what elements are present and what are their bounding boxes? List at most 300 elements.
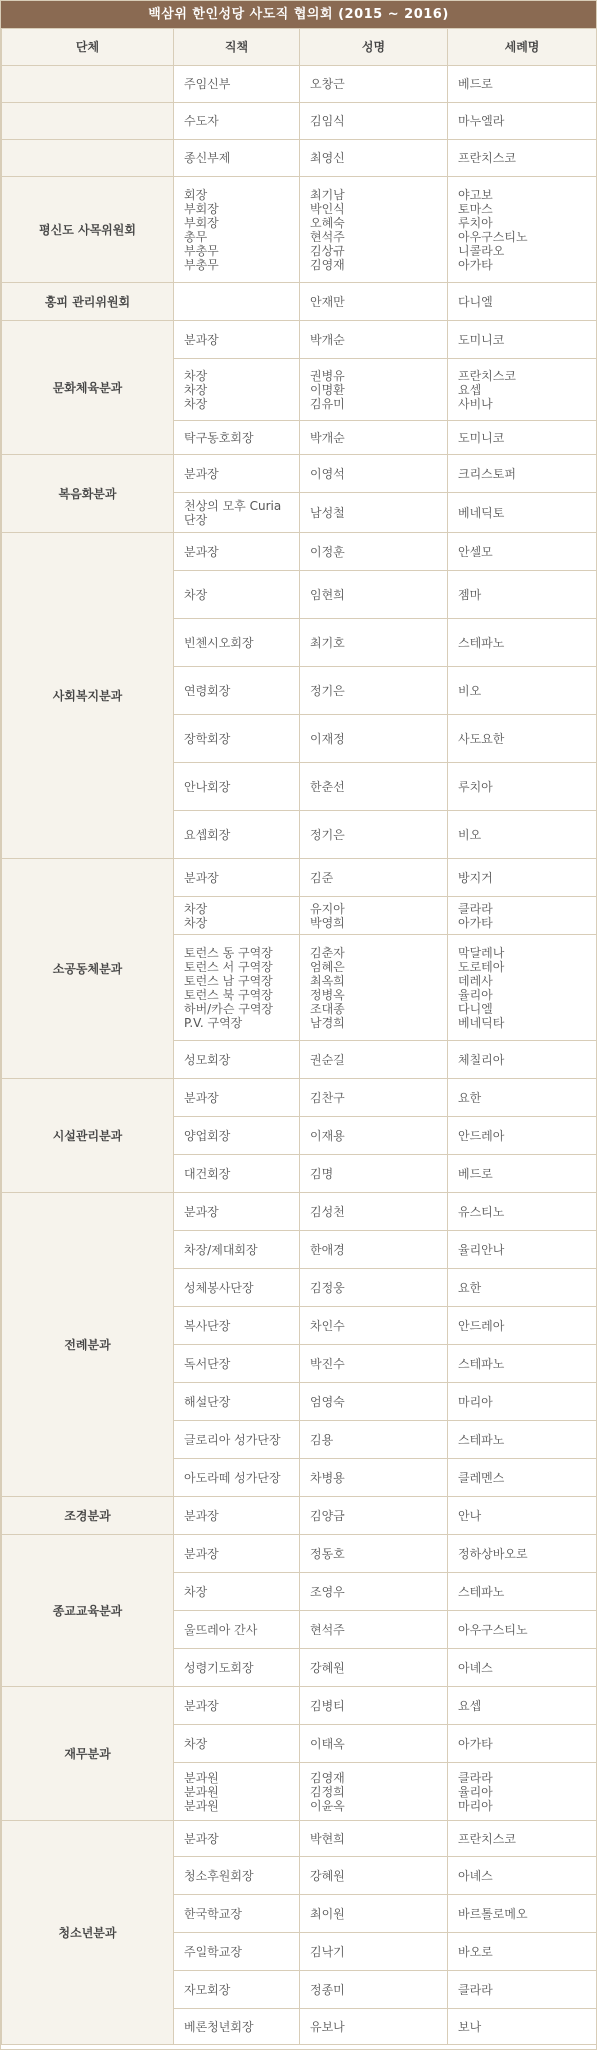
position-cell bbox=[174, 321, 300, 359]
position-cell bbox=[174, 1459, 300, 1497]
baptismal-name-line: 루치아 bbox=[458, 215, 493, 230]
position-cell bbox=[174, 1687, 300, 1725]
position-line: 부회장 bbox=[184, 201, 219, 216]
member-name-cell bbox=[300, 763, 448, 811]
position-line: 차장 bbox=[184, 382, 208, 397]
position-cell bbox=[174, 1933, 300, 1971]
position-line: 천상의 모후 Curia bbox=[184, 498, 282, 513]
baptismal-name-line: 클라라 bbox=[458, 1770, 493, 1785]
position-cell bbox=[174, 1725, 300, 1763]
position-line: 분과장 bbox=[184, 1508, 219, 1523]
baptismal-name-line: 아가타 bbox=[458, 1736, 493, 1751]
member-name-line: 김양금 bbox=[310, 1508, 345, 1523]
member-name-line: 김성천 bbox=[310, 1204, 345, 1219]
group-name-cell: 종교교육분과 bbox=[2, 1535, 174, 1687]
member-name-line: 김영재 bbox=[310, 1770, 345, 1785]
member-name-line: 유지아 bbox=[310, 901, 345, 916]
position-line: 장학회장 bbox=[184, 731, 231, 746]
member-name-cell bbox=[300, 1895, 448, 1933]
member-name-cell bbox=[300, 1535, 448, 1573]
position-line: 분과원 bbox=[184, 1784, 219, 1799]
member-name-cell bbox=[300, 619, 448, 667]
member-name-line: 김낙기 bbox=[310, 1944, 345, 1959]
member-name-line: 남성철 bbox=[310, 505, 345, 520]
position-line: 부회장 bbox=[184, 215, 219, 230]
group-name-cell: 복음화분과 bbox=[2, 455, 174, 533]
header-group: 단체 bbox=[2, 29, 174, 66]
member-name-line: 김준 bbox=[310, 870, 334, 885]
position-line: 복사단장 bbox=[184, 1318, 231, 1333]
position-line: 분과장 bbox=[184, 1204, 219, 1219]
position-line: 단장 bbox=[184, 512, 208, 527]
member-name-cell bbox=[300, 667, 448, 715]
position-line: 분과장 bbox=[184, 544, 219, 559]
position-cell bbox=[174, 1041, 300, 1079]
group-name-cell bbox=[2, 103, 174, 140]
table-row bbox=[2, 859, 597, 897]
member-name-cell bbox=[300, 455, 448, 493]
position-cell bbox=[174, 421, 300, 455]
member-name-cell bbox=[300, 859, 448, 897]
table-row bbox=[2, 103, 597, 140]
member-name-line: 최영신 bbox=[310, 151, 345, 165]
table-row bbox=[2, 1535, 597, 1573]
position-line: 울뜨레아 간사 bbox=[184, 1622, 258, 1637]
member-name-line: 박현희 bbox=[310, 1831, 345, 1846]
baptismal-name-cell bbox=[448, 1193, 597, 1231]
baptismal-name-line: 스테파노 bbox=[458, 635, 505, 650]
header-name: 성명 bbox=[300, 29, 448, 66]
position-line: 총무 bbox=[184, 229, 208, 244]
member-name-line: 이윤옥 bbox=[310, 1798, 345, 1813]
member-name-cell bbox=[300, 1307, 448, 1345]
group-name-cell: 소공동체분과 bbox=[2, 859, 174, 1079]
position-cell bbox=[174, 619, 300, 667]
baptismal-name-cell bbox=[448, 667, 597, 715]
position-line: 글로리아 성가단장 bbox=[184, 1432, 281, 1447]
member-name-cell bbox=[300, 1933, 448, 1971]
position-cell bbox=[174, 897, 300, 935]
baptismal-name-cell bbox=[448, 1421, 597, 1459]
baptismal-name-line: 아녜스 bbox=[458, 1868, 493, 1883]
baptismal-name-line: 스테파노 bbox=[458, 1356, 505, 1371]
member-name-line: 박개순 bbox=[310, 430, 345, 445]
baptismal-name-cell bbox=[448, 1763, 597, 1821]
position-line: 베론청년회장 bbox=[184, 2019, 254, 2034]
member-name-cell bbox=[300, 1971, 448, 2009]
position-cell bbox=[174, 1155, 300, 1193]
position-cell bbox=[174, 1269, 300, 1307]
baptismal-name-line: 마리아 bbox=[458, 1798, 493, 1813]
baptismal-name-cell bbox=[448, 897, 597, 935]
baptismal-name-line: 도미니코 bbox=[458, 430, 505, 445]
baptismal-name-line: 스테파노 bbox=[458, 1432, 505, 1447]
position-line: 양업회장 bbox=[184, 1128, 231, 1143]
baptismal-name-cell bbox=[448, 283, 597, 321]
baptismal-name-line: 베드로 bbox=[458, 77, 493, 91]
position-line: 수도자 bbox=[184, 114, 219, 128]
member-name-cell bbox=[300, 935, 448, 1041]
position-cell bbox=[174, 667, 300, 715]
position-cell bbox=[174, 859, 300, 897]
member-name-cell bbox=[300, 359, 448, 421]
position-line: 분과장 bbox=[184, 870, 219, 885]
baptismal-name-cell bbox=[448, 1497, 597, 1535]
position-cell bbox=[174, 66, 300, 103]
baptismal-name-line: 안드레아 bbox=[458, 1128, 505, 1143]
member-name-line: 차병용 bbox=[310, 1470, 345, 1485]
baptismal-name-line: 베네딕타 bbox=[458, 1015, 505, 1030]
member-name-line: 한춘선 bbox=[310, 779, 345, 794]
member-name-line: 이정훈 bbox=[310, 544, 345, 559]
position-cell bbox=[174, 1079, 300, 1117]
member-name-line: 엄영숙 bbox=[310, 1394, 345, 1409]
member-name-line: 임현희 bbox=[310, 587, 345, 602]
member-name-line: 김유미 bbox=[310, 396, 345, 411]
baptismal-name-line: 율리아 bbox=[458, 987, 493, 1002]
baptismal-name-cell bbox=[448, 2009, 597, 2045]
table-header bbox=[2, 29, 597, 66]
baptismal-name-line: 클라라 bbox=[458, 1982, 493, 1997]
baptismal-name-cell bbox=[448, 140, 597, 177]
member-name-cell bbox=[300, 811, 448, 859]
position-cell bbox=[174, 1649, 300, 1687]
baptismal-name-cell bbox=[448, 493, 597, 533]
baptismal-name-line: 체칠리아 bbox=[458, 1052, 505, 1067]
member-name-line: 정병옥 bbox=[310, 987, 345, 1002]
table-row bbox=[2, 140, 597, 177]
baptismal-name-line: 도미니코 bbox=[458, 332, 505, 347]
member-name-line: 김상규 bbox=[310, 243, 345, 258]
member-name-cell bbox=[300, 1687, 448, 1725]
baptismal-name-cell bbox=[448, 1307, 597, 1345]
member-name-line: 조영우 bbox=[310, 1584, 345, 1599]
position-cell bbox=[174, 1611, 300, 1649]
baptismal-name-line: 요셉 bbox=[458, 1698, 482, 1713]
baptismal-name-cell bbox=[448, 1649, 597, 1687]
member-name-cell bbox=[300, 897, 448, 935]
position-line: 주일학교장 bbox=[184, 1944, 242, 1959]
baptismal-name-cell bbox=[448, 421, 597, 455]
member-name-line: 김정웅 bbox=[310, 1280, 345, 1295]
position-cell bbox=[174, 1971, 300, 2009]
member-name-line: 현석주 bbox=[310, 1622, 345, 1637]
baptismal-name-line: 요한 bbox=[458, 1090, 482, 1105]
position-line: 요셉회장 bbox=[184, 827, 231, 842]
member-name-line: 최옥희 bbox=[310, 973, 345, 988]
baptismal-name-cell bbox=[448, 571, 597, 619]
table-row bbox=[2, 1687, 597, 1725]
member-name-cell bbox=[300, 177, 448, 283]
position-cell bbox=[174, 1231, 300, 1269]
baptismal-name-line: 아녜스 bbox=[458, 1660, 493, 1675]
position-cell bbox=[174, 763, 300, 811]
member-name-line: 차인수 bbox=[310, 1318, 345, 1333]
baptismal-name-cell bbox=[448, 1971, 597, 2009]
position-line: 부총무 bbox=[184, 243, 219, 258]
position-line: 주임신부 bbox=[184, 77, 231, 91]
member-name-line: 엄혜은 bbox=[310, 959, 345, 974]
baptismal-name-cell bbox=[448, 619, 597, 667]
table-row bbox=[2, 1821, 597, 1857]
group-name-cell: 문화체육분과 bbox=[2, 321, 174, 455]
position-cell bbox=[174, 1821, 300, 1857]
group-name-cell: 청소년분과 bbox=[2, 1821, 174, 2045]
position-line: 차장 bbox=[184, 901, 208, 916]
position-line: 분과장 bbox=[184, 466, 219, 481]
group-name-cell: 평신도 사목위원회 bbox=[2, 177, 174, 283]
group-name-cell: 시설관리분과 bbox=[2, 1079, 174, 1193]
baptismal-name-cell bbox=[448, 715, 597, 763]
position-line: 종신부제 bbox=[184, 151, 231, 165]
member-name-cell bbox=[300, 103, 448, 140]
position-line: 분과장 bbox=[184, 332, 219, 347]
position-cell bbox=[174, 455, 300, 493]
baptismal-name-line: 안셀모 bbox=[458, 544, 493, 559]
baptismal-name-cell bbox=[448, 1857, 597, 1895]
member-name-line: 오혜숙 bbox=[310, 215, 345, 230]
position-cell bbox=[174, 1857, 300, 1895]
baptismal-name-cell bbox=[448, 533, 597, 571]
baptismal-name-cell bbox=[448, 1821, 597, 1857]
position-cell bbox=[174, 1307, 300, 1345]
baptismal-name-line: 클레멘스 bbox=[458, 1470, 505, 1485]
position-cell bbox=[174, 359, 300, 421]
table-row bbox=[2, 1079, 597, 1117]
member-name-cell bbox=[300, 2009, 448, 2045]
position-cell bbox=[174, 533, 300, 571]
baptismal-name-line: 율리아 bbox=[458, 1784, 493, 1799]
baptismal-name-cell bbox=[448, 763, 597, 811]
position-line: 토런스 북 구역장 bbox=[184, 987, 273, 1002]
baptismal-name-line: 마리아 bbox=[458, 1394, 493, 1409]
member-name-line: 권순길 bbox=[310, 1052, 345, 1067]
position-line: 차장/제대회장 bbox=[184, 1242, 258, 1257]
baptismal-name-cell bbox=[448, 455, 597, 493]
member-name-cell bbox=[300, 140, 448, 177]
position-cell bbox=[174, 1383, 300, 1421]
position-line: 자모회장 bbox=[184, 1982, 231, 1997]
position-line: 차장 bbox=[184, 368, 208, 383]
member-name-line: 이영석 bbox=[310, 466, 345, 481]
position-line: 성모회장 bbox=[184, 1052, 231, 1067]
baptismal-name-cell bbox=[448, 1041, 597, 1079]
member-name-cell bbox=[300, 321, 448, 359]
baptismal-name-line: 마누엘라 bbox=[458, 114, 505, 128]
baptismal-name-line: 베드로 bbox=[458, 1166, 493, 1181]
position-cell bbox=[174, 1573, 300, 1611]
position-line: 분과장 bbox=[184, 1698, 219, 1713]
member-name-line: 강혜원 bbox=[310, 1660, 345, 1675]
baptismal-name-line: 베네딕토 bbox=[458, 505, 505, 520]
baptismal-name-cell bbox=[448, 66, 597, 103]
member-name-cell bbox=[300, 283, 448, 321]
baptismal-name-line: 바오로 bbox=[458, 1944, 493, 1959]
table-row bbox=[2, 1497, 597, 1535]
member-name-line: 강혜원 bbox=[310, 1868, 345, 1883]
baptismal-name-cell bbox=[448, 1269, 597, 1307]
member-name-line: 정동호 bbox=[310, 1546, 345, 1561]
baptismal-name-cell bbox=[448, 359, 597, 421]
position-line: 분과장 bbox=[184, 1831, 219, 1846]
member-name-line: 정종미 bbox=[310, 1982, 345, 1997]
group-name-cell bbox=[2, 66, 174, 103]
baptismal-name-line: 정하상바오로 bbox=[458, 1546, 528, 1561]
position-line: 아도라떼 성가단장 bbox=[184, 1470, 281, 1485]
member-name-cell bbox=[300, 1231, 448, 1269]
position-cell bbox=[174, 935, 300, 1041]
member-name-line: 박진수 bbox=[310, 1356, 345, 1371]
member-name-cell bbox=[300, 493, 448, 533]
position-cell bbox=[174, 1763, 300, 1821]
member-name-line: 안재만 bbox=[310, 294, 345, 309]
table-row bbox=[2, 1193, 597, 1231]
position-cell bbox=[174, 177, 300, 283]
member-name-line: 김찬구 bbox=[310, 1090, 345, 1105]
baptismal-name-cell bbox=[448, 1611, 597, 1649]
baptismal-name-line: 아가타 bbox=[458, 915, 493, 930]
baptismal-name-cell bbox=[448, 1383, 597, 1421]
baptismal-name-line: 아우구스티노 bbox=[458, 229, 528, 244]
position-line: 차장 bbox=[184, 915, 208, 930]
member-name-line: 이명환 bbox=[310, 382, 345, 397]
position-line: 회장 bbox=[184, 187, 208, 202]
position-cell bbox=[174, 140, 300, 177]
position-line: 성체봉사단장 bbox=[184, 1280, 254, 1295]
member-name-line: 박개순 bbox=[310, 332, 345, 347]
member-name-line: 김정희 bbox=[310, 1784, 345, 1799]
group-name-cell: 조경분과 bbox=[2, 1497, 174, 1535]
baptismal-name-line: 젬마 bbox=[458, 587, 482, 602]
header-baptismal-name: 세례명 bbox=[448, 29, 597, 66]
member-name-cell bbox=[300, 1421, 448, 1459]
position-line: 연령회장 bbox=[184, 683, 231, 698]
table-body bbox=[2, 66, 597, 2045]
position-cell bbox=[174, 715, 300, 763]
member-name-line: 김춘자 bbox=[310, 945, 345, 960]
group-name-cell: 재무분과 bbox=[2, 1687, 174, 1821]
member-name-line: 김명 bbox=[310, 1166, 334, 1181]
group-name-cell bbox=[2, 140, 174, 177]
baptismal-name-line: 요셉 bbox=[458, 382, 482, 397]
position-line: 토런스 남 구역장 bbox=[184, 973, 273, 988]
member-name-line: 최기호 bbox=[310, 635, 345, 650]
baptismal-name-line: 아가타 bbox=[458, 257, 493, 272]
position-cell bbox=[174, 811, 300, 859]
member-name-line: 최기남 bbox=[310, 187, 345, 202]
organization-table bbox=[1, 28, 597, 2045]
position-line: 청소후원회장 bbox=[184, 1868, 254, 1883]
position-line: 분과장 bbox=[184, 1090, 219, 1105]
baptismal-name-cell bbox=[448, 177, 597, 283]
baptismal-name-line: 토마스 bbox=[458, 201, 493, 216]
member-name-cell bbox=[300, 1269, 448, 1307]
baptismal-name-line: 요한 bbox=[458, 1280, 482, 1295]
baptismal-name-line: 바르톨로메오 bbox=[458, 1906, 528, 1921]
baptismal-name-cell bbox=[448, 1573, 597, 1611]
member-name-line: 현석주 bbox=[310, 229, 345, 244]
position-line: 차장 bbox=[184, 396, 208, 411]
position-cell bbox=[174, 2009, 300, 2045]
table-row bbox=[2, 66, 597, 103]
baptismal-name-cell bbox=[448, 103, 597, 140]
position-cell bbox=[174, 283, 300, 321]
baptismal-name-line: 막달레나 bbox=[458, 945, 505, 960]
baptismal-name-cell bbox=[448, 935, 597, 1041]
baptismal-name-line: 유스티노 bbox=[458, 1204, 505, 1219]
member-name-cell bbox=[300, 715, 448, 763]
member-name-cell bbox=[300, 66, 448, 103]
position-cell bbox=[174, 1421, 300, 1459]
position-cell bbox=[174, 1895, 300, 1933]
baptismal-name-cell bbox=[448, 811, 597, 859]
baptismal-name-cell bbox=[448, 1155, 597, 1193]
member-name-line: 이재정 bbox=[310, 731, 345, 746]
baptismal-name-line: 사도요한 bbox=[458, 731, 505, 746]
member-name-cell bbox=[300, 1649, 448, 1687]
member-name-line: 김임식 bbox=[310, 114, 345, 128]
member-name-cell bbox=[300, 1763, 448, 1821]
member-name-cell bbox=[300, 1383, 448, 1421]
member-name-line: 정기은 bbox=[310, 683, 345, 698]
position-line: 성령기도회장 bbox=[184, 1660, 254, 1675]
baptismal-name-line: 다니엘 bbox=[458, 1001, 493, 1016]
baptismal-name-line: 다니엘 bbox=[458, 294, 493, 309]
position-cell bbox=[174, 493, 300, 533]
baptismal-name-cell bbox=[448, 1345, 597, 1383]
position-line: 안나회장 bbox=[184, 779, 231, 794]
member-name-cell bbox=[300, 1611, 448, 1649]
member-name-cell bbox=[300, 1573, 448, 1611]
member-name-cell bbox=[300, 1497, 448, 1535]
baptismal-name-cell bbox=[448, 1725, 597, 1763]
member-name-cell bbox=[300, 1193, 448, 1231]
group-name-cell: 전례분과 bbox=[2, 1193, 174, 1497]
member-name-line: 유보나 bbox=[310, 2019, 345, 2034]
position-line: 토런스 서 구역장 bbox=[184, 959, 273, 974]
member-name-line: 조대종 bbox=[310, 1001, 345, 1016]
member-name-cell bbox=[300, 421, 448, 455]
position-cell bbox=[174, 571, 300, 619]
position-line: 빈첸시오회장 bbox=[184, 635, 254, 650]
member-name-cell bbox=[300, 1821, 448, 1857]
member-name-cell bbox=[300, 1079, 448, 1117]
baptismal-name-line: 도로테아 bbox=[458, 959, 505, 974]
position-line: 대건회장 bbox=[184, 1166, 231, 1181]
baptismal-name-cell bbox=[448, 1687, 597, 1725]
member-name-line: 이태옥 bbox=[310, 1736, 345, 1751]
position-line: 부총무 bbox=[184, 257, 219, 272]
position-line: 독서단장 bbox=[184, 1356, 231, 1371]
baptismal-name-line: 데레사 bbox=[458, 973, 493, 988]
baptismal-name-line: 비오 bbox=[458, 683, 482, 698]
position-line: 분과원 bbox=[184, 1770, 219, 1785]
member-name-cell bbox=[300, 1117, 448, 1155]
position-cell bbox=[174, 1535, 300, 1573]
member-name-line: 김용 bbox=[310, 1432, 334, 1447]
baptismal-name-cell bbox=[448, 321, 597, 359]
table-row bbox=[2, 283, 597, 321]
position-cell bbox=[174, 1497, 300, 1535]
baptismal-name-cell bbox=[448, 1535, 597, 1573]
baptismal-name-line: 야고보 bbox=[458, 187, 493, 202]
member-name-cell bbox=[300, 533, 448, 571]
baptismal-name-line: 스테파노 bbox=[458, 1584, 505, 1599]
baptismal-name-line: 보나 bbox=[458, 2019, 482, 2034]
baptismal-name-line: 프란치스코 bbox=[458, 1831, 516, 1846]
member-name-cell bbox=[300, 1857, 448, 1895]
baptismal-name-line: 비오 bbox=[458, 827, 482, 842]
